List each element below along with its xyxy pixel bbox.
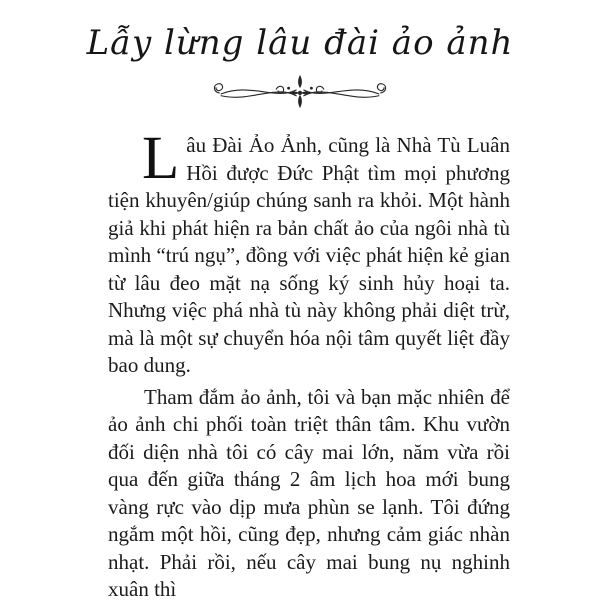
page-body: [108, 125, 510, 600]
drop-cap: L: [142, 125, 180, 192]
paragraph-text: âu Đài Ảo Ảnh, cũng là Nhà Tù Luân Hồi được Đức Phật tìm mọi phương tiện khuyên/giúp chúng sanh ra khỏi. Một hành giả khi phát hiện ra bản chất ảo của ngôi nhà tù mình “trú ngụ”, đồng với việc phát hiện kẻ gian từ lâu đeo mặt nạ sống ký sinh hủy hoại ta. Nhưng việc phá nhà tù này không phải diệt trừ, mà là một sự chuyển hóa nội tâm quyết liệt đầy bao dung.: [108, 133, 510, 377]
paragraph: [108, 125, 510, 380]
ornament-row: [0, 72, 600, 112]
chapter-title: Lẫy lừng lâu đài ảo ảnh: [86, 23, 514, 63]
flourish-divider-icon: [204, 72, 396, 110]
paragraph: Tham đắm ảo ảnh, tôi và bạn mặc nhiên để ảo ảnh chi phối toàn triệt thân tâm. Khu vườn đối diện nhà tôi có cây mai lớn, năm vừa rồi qua đến giữa tháng 2 âm lịch hoa mới bung vàng rực vào dịp mưa phùn se lạnh. Tôi đứng ngắm một hồi, cũng đẹp, nhưng cảm giác nhàn nhạt. Phải rồi, nếu cây mai bung nụ nghinh xuân thì: [108, 384, 510, 600]
